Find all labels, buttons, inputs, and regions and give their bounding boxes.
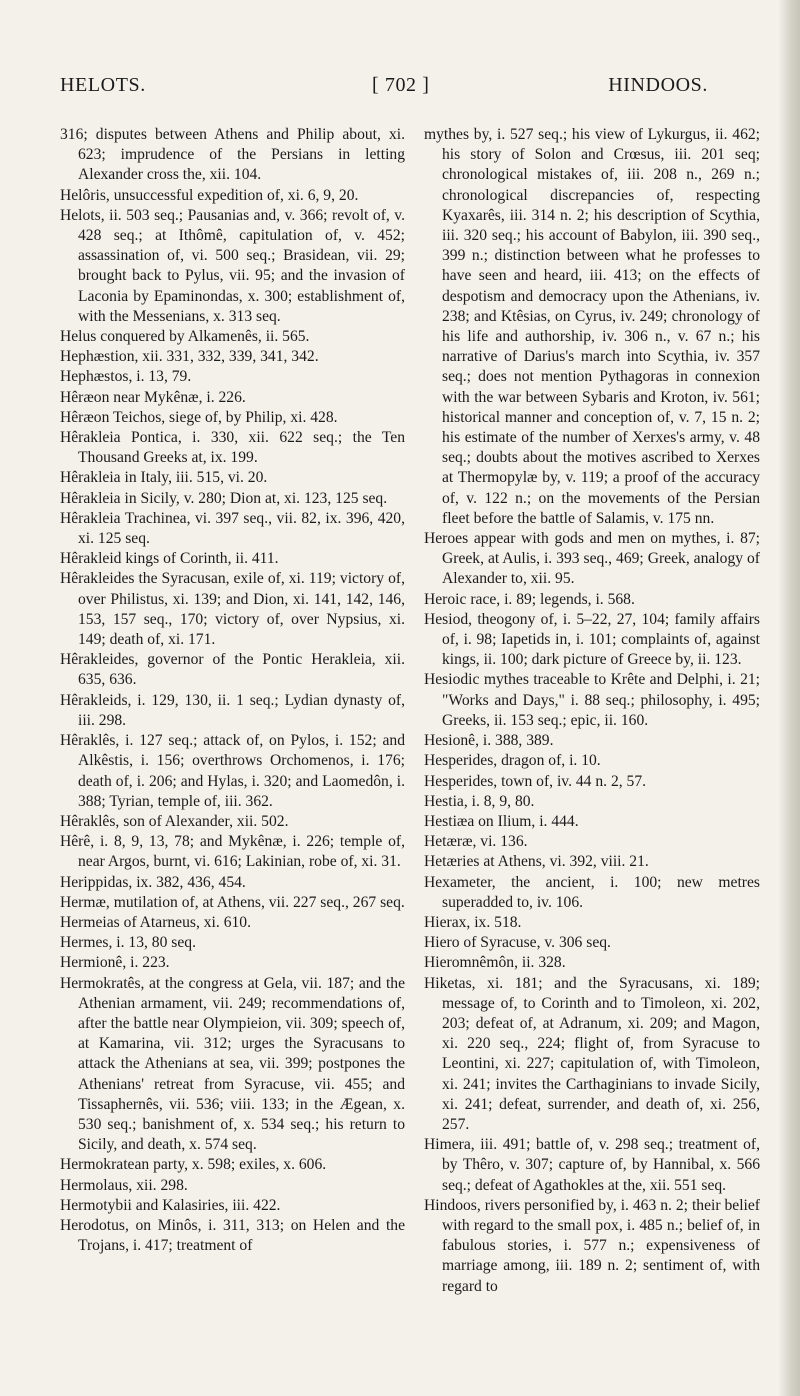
index-entry: Hiketas, xi. 181; and the Syracusans, xi. 189; message of, to Corinth and to Timoleon, xi. 202, 203; defeat of, at Adranum, xi. 209; and Magon, xi. 220 seq., 224; flight of, from Syracuse to Leontini, xi. 227; capitulation of, with Timoleon, xi. 241; invites the Carthaginians to invade Sicily, xi. 241; defeat, surrender, and death of, xi. 256, 257.	[424, 974, 760, 1133]
index-entry: Hephæstos, i. 13, 79.	[60, 368, 192, 386]
index-entry: Hêrakleides, governor of the Pontic Herakleia, xii. 635, 636.	[60, 651, 405, 689]
index-entry: 316; disputes between Athens and Philip about, xi. 623; imprudence of the Persians in letting Alexander cross the, xii. 104.	[60, 126, 405, 184]
index-entry: Hesiod, theogony of, i. 5–22, 27, 104; family affairs of, i. 98; Iapetids in, i. 101; complaints of, against kings, ii. 100; dark picture of Greece by, ii. 123.	[424, 610, 760, 669]
index-entry: Hestia, i. 8, 9, 80.	[424, 792, 535, 810]
page-number: [ 702 ]	[372, 74, 430, 96]
index-entry: Hetæries at Athens, vi. 392, viii. 21.	[424, 853, 649, 871]
index-entry: Hêrakleia Pontica, i. 330, xii. 622 seq.; the Ten Thousand Greeks at, ix. 199.	[60, 429, 405, 467]
index-entry: Hesionê, i. 388, 389.	[424, 732, 554, 750]
index-entry: Hieromnêmôn, ii. 328.	[424, 954, 566, 972]
index-entry: Hephæstion, xii. 331, 332, 339, 341, 342.	[60, 348, 319, 366]
index-entry: Herodotus, on Minôs, i. 311, 313; on Helen and the Trojans, i. 417; treatment of	[60, 1216, 405, 1255]
index-entry: Heroic race, i. 89; legends, i. 568.	[424, 590, 635, 608]
right-column	[424, 125, 760, 1297]
index-entry: Herippidas, ix. 382, 436, 454.	[60, 873, 246, 891]
index-entry: Hêrakleia Trachinea, vi. 397 seq., vii. 82, ix. 396, 420, xi. 125 seq.	[60, 509, 405, 548]
index-entry: Hexameter, the ancient, i. 100; new metres superadded to, iv. 106.	[424, 873, 760, 911]
index-entry: Hêrakleides the Syracusan, exile of, xi. 119; victory of, over Philistus, xi. 139; and Dion, xi. 141, 142, 146, 153, 157 seq., 170; victory of, over Nypsius, xi. 149; death of, xi. 171.	[60, 570, 405, 649]
index-entry: Hêrê, i. 8, 9, 13, 78; and Mykênæ, i. 226; temple of, near Argos, burnt, vi. 616; Lakinian, robe of, xi. 31.	[60, 833, 405, 871]
index-entry: Hesperides, town of, iv. 44 n. 2, 57.	[424, 772, 647, 790]
index-entry: Hermæ, mutilation of, at Athens, vii. 227 seq., 267 seq.	[60, 893, 405, 911]
index-entry: Hêraklês, i. 127 seq.; attack of, on Pylos, i. 152; and Alkêstis, i. 156; overthrows Orchomenos, i. 176; death of, i. 206; and Hylas, i. 320; and Laomedôn, i. 388; Tyrian, temple of, iii. 362.	[60, 732, 405, 810]
index-entry: Helots, ii. 503 seq.; Pausanias and, v. 366; revolt of, v. 428 seq.; at Ithômê, capitulation of, v. 452; assassination of, vi. 500 seq.; Brasidean, vii. 29; brought back to Pylus, vii. 95; and the invasion of Laconia by Epaminondas, x. 300; establishment of, with the Messenians, x. 313 seq.	[60, 206, 405, 325]
index-entry: Hetæræ, vi. 136.	[424, 833, 528, 851]
index-entry: Hesiodic mythes traceable to Krête and Delphi, i. 21; "Works and Days," i. 88 seq.; philosophy, i. 495; Greeks, ii. 153 seq.; epic, ii. 160.	[424, 671, 760, 729]
index-entry: Hermolaus, xii. 298.	[60, 1176, 188, 1194]
index-entry: Hêraklês, son of Alexander, xii. 502.	[60, 812, 289, 830]
header-right-word: HINDOOS.	[608, 74, 708, 96]
index-entry: Hindoos, rivers personified by, i. 463 n. 2; their belief with regard to the small pox, i. 485 n.; belief of, in fabulous stories, i. 577 n.; expensiveness of marriage among, iii. 189 n. 2; sentiment of, with regard to	[424, 1196, 760, 1295]
index-entry: Hêrakleia in Italy, iii. 515, vi. 20.	[60, 469, 268, 487]
index-entry: Hêræon Teichos, siege of, by Philip, xi. 428.	[60, 408, 338, 426]
index-entry: Helus conquered by Alkamenês, ii. 565.	[60, 328, 310, 346]
index-entry: Hermionê, i. 223.	[60, 954, 170, 972]
index-entry: Hermotybii and Kalasiries, iii. 422.	[60, 1196, 281, 1214]
index-entry: Hêræon near Mykênæ, i. 226.	[60, 388, 246, 406]
index-entry: Hiero of Syracuse, v. 306 seq.	[424, 934, 611, 952]
index-entry: Hestiæa on Ilium, i. 444.	[424, 812, 579, 830]
index-entry: Himera, iii. 491; battle of, v. 298 seq.; treatment of, by Thêro, v. 307; capture of, by Hannibal, x. 566 seq.; defeat of Agathokles at the, xii. 551 seq.	[424, 1136, 760, 1194]
running-header	[60, 74, 708, 102]
index-entry: Hierax, ix. 518.	[424, 913, 522, 931]
page-edge-shadow	[778, 0, 800, 1396]
index-entry: Hermokratean party, x. 598; exiles, x. 606.	[60, 1156, 327, 1174]
left-column	[60, 125, 405, 1256]
index-entry: Hermes, i. 13, 80 seq.	[60, 934, 196, 952]
index-entry: Hêrakleia in Sicily, v. 280; Dion at, xi. 123, 125 seq.	[60, 489, 388, 507]
header-left-word: HELOTS.	[60, 74, 146, 96]
index-entry: Helôris, unsuccessful expedition of, xi. 6, 9, 20.	[60, 186, 359, 204]
index-entry: Hesperides, dragon of, i. 10.	[424, 752, 601, 770]
index-entry: Hermeias of Atarneus, xi. 610.	[60, 913, 251, 931]
index-entry: Hêrakleid kings of Corinth, ii. 411.	[60, 550, 279, 568]
index-entry: Heroes appear with gods and men on mythes, i. 87; Greek, at Aulis, i. 393 seq., 469; Greek, analogy of Alexander to, xii. 95.	[424, 530, 760, 588]
index-entry: mythes by, i. 527 seq.; his view of Lykurgus, ii. 462; his story of Solon and Crœsus, iii. 201 seq; chronological mistakes of, iii. 208 n., 269 n.; chronological discrepancies of, respecting Kyaxarês, iii. 314 n. 2; his description of Scythia, iii. 320 seq.; his account of Babylon, iii. 390 seq., 399 n.; distinction between what he professes to have seen and heard, iii. 413; on the effects of despotism and democracy upon the Athenians, iv. 238; and Ktêsias, on Cyrus, iv. 249; chronology of his life and authorship, iv. 306 n., v. 67 n.; his narrative of Darius's march into Scythia, iv. 357 seq.; does not mention Pythagoras in connexion with the war between Sybaris and Kroton, iv. 561; historical manner and conception of, v. 7, 15 n. 2; his estimate of the number of Xerxes's army, v. 48 seq.; doubts about the motives ascribed to Xerxes at Thermopylæ by, v. 119; a proof of the accuracy of, v. 122 n.; on the movements of the Persian fleet before the battle of Salamis, v. 175 nn.	[424, 126, 760, 527]
index-entry: Hêrakleids, i. 129, 130, ii. 1 seq.; Lydian dynasty of, iii. 298.	[60, 691, 405, 729]
index-entry: Hermokratês, at the congress at Gela, vii. 187; and the Athenian armament, vii. 249; recommendations of, after the battle near Olympieion, vii. 309; speech of, at Kamarina, vii. 312; urges the Syracusans to attack the Athenians at sea, vii. 399; postpones the Athenians' retreat from Syracuse, vii. 455; and Tissaphernês, vii. 536; viii. 133; in the Ægean, x. 530 seq.; banishment of, x. 534 seq.; his return to Sicily, and death, x. 574 seq.	[60, 974, 405, 1154]
